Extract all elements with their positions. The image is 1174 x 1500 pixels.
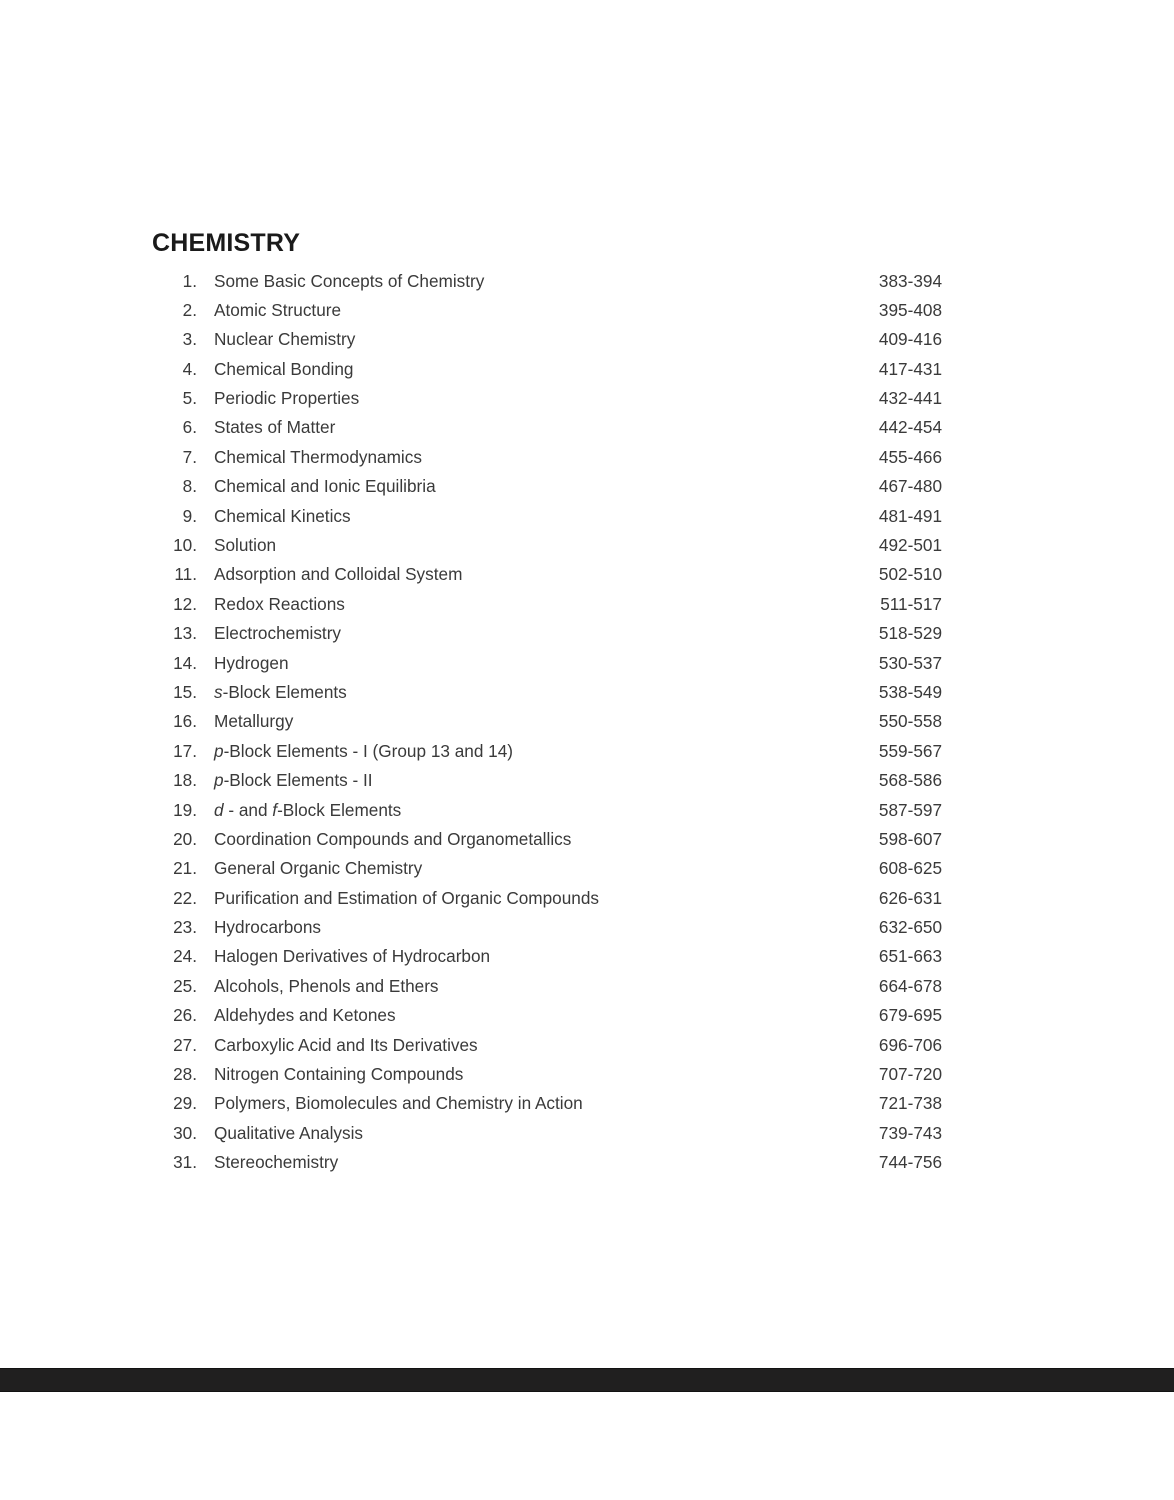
toc-entry-pages: 587-597 xyxy=(878,799,942,820)
toc-entry[interactable] xyxy=(152,825,942,854)
toc-entry[interactable] xyxy=(152,413,942,442)
toc-entry-pages: 744-756 xyxy=(878,1152,942,1173)
toc-entry[interactable] xyxy=(152,502,942,531)
toc-entry-pages: 502-510 xyxy=(878,564,942,585)
toc-entry-title: Chemical Bonding xyxy=(214,358,354,379)
toc-entry-title: States of Matter xyxy=(214,417,336,438)
toc-entry-title: Stereochemistry xyxy=(214,1152,339,1173)
toc-entry-pages: 721-738 xyxy=(878,1093,942,1114)
toc-entry-pages: 598-607 xyxy=(878,828,942,849)
toc-entry-title: Chemical and Ionic Equilibria xyxy=(214,476,436,497)
toc-entry[interactable] xyxy=(152,707,942,736)
toc-entry-title: Adsorption and Colloidal System xyxy=(214,564,463,585)
toc-entry-pages: 651-663 xyxy=(878,946,942,967)
toc-entry-title: Chemical Kinetics xyxy=(214,505,351,526)
toc-entry[interactable] xyxy=(152,296,942,325)
toc-entry-number: 24. xyxy=(173,946,197,967)
toc-entry-pages: 626-631 xyxy=(878,887,942,908)
toc-entry-title: Coordination Compounds and Organometallics xyxy=(214,828,572,849)
toc-entry-number: 25. xyxy=(173,975,197,996)
toc-entry[interactable] xyxy=(152,619,942,648)
toc-entry[interactable] xyxy=(152,531,942,560)
toc-entry-pages: 442-454 xyxy=(878,417,942,438)
toc-entry[interactable] xyxy=(152,649,942,678)
toc-entry-title: Halogen Derivatives of Hydrocarbon xyxy=(214,946,491,967)
toc-entry[interactable] xyxy=(152,1119,942,1148)
toc-entry-title: Alcohols, Phenols and Ethers xyxy=(214,975,439,996)
toc-entry-pages: 696-706 xyxy=(878,1034,942,1055)
page-title: CHEMISTRY xyxy=(152,229,301,257)
toc-entry-pages: 559-567 xyxy=(878,740,942,761)
toc-entry-number: 26. xyxy=(173,1005,197,1026)
toc-entry-pages: 409-416 xyxy=(878,329,942,350)
toc-entry-pages: 511-517 xyxy=(880,593,942,614)
toc-entry-pages: 530-537 xyxy=(878,652,942,673)
toc-entry-title: General Organic Chemistry xyxy=(214,858,423,879)
toc-entry-number: 17. xyxy=(173,740,197,761)
toc-entry-title: Chemical Thermodynamics xyxy=(214,446,422,467)
toc-entry-number: 19. xyxy=(173,799,197,820)
toc-entry-number: 27. xyxy=(173,1034,197,1055)
toc-entry-number: 9. xyxy=(182,505,197,526)
toc-entry-pages: 417-431 xyxy=(878,358,942,379)
toc-entry-pages: 492-501 xyxy=(878,535,942,556)
toc-entry-title: s-Block Elements xyxy=(214,681,347,702)
toc-entry-pages: 608-625 xyxy=(878,858,942,879)
toc-entry-pages: 481-491 xyxy=(878,505,942,526)
toc-entry-pages: 383-394 xyxy=(878,270,942,291)
toc-entry-title: p-Block Elements - II xyxy=(214,770,373,791)
toc-entry-pages: 467-480 xyxy=(878,476,942,497)
toc-entry-number: 28. xyxy=(173,1064,197,1085)
toc-entry-number: 16. xyxy=(173,711,197,732)
toc-entry-number: 22. xyxy=(173,887,197,908)
toc-entry-number: 2. xyxy=(182,299,197,320)
toc-entry-number: 4. xyxy=(182,358,197,379)
toc-entry-title: Solution xyxy=(214,535,277,556)
toc-entry-title: Nitrogen Containing Compounds xyxy=(214,1064,464,1085)
toc-entry-number: 30. xyxy=(173,1122,197,1143)
toc-entry[interactable] xyxy=(152,884,942,913)
toc-entry-title: Polymers, Biomolecules and Chemistry in Action xyxy=(214,1093,583,1114)
toc-entry[interactable] xyxy=(152,913,942,942)
toc-entry-title: Carboxylic Acid and Its Derivatives xyxy=(214,1034,478,1055)
toc-entry[interactable] xyxy=(152,443,942,472)
toc-entry[interactable] xyxy=(152,384,942,413)
toc-entry-title: Hydrocarbons xyxy=(214,917,321,938)
toc-entry[interactable] xyxy=(152,972,942,1001)
toc-entry-title: Purification and Estimation of Organic Compounds xyxy=(214,887,600,908)
toc-entry[interactable] xyxy=(152,796,942,825)
toc-entry-title: Hydrogen xyxy=(214,652,289,673)
toc-entry[interactable] xyxy=(152,1089,942,1118)
toc-entry-pages: 664-678 xyxy=(878,975,942,996)
toc-entry-title: Aldehydes and Ketones xyxy=(214,1005,396,1026)
toc-entry-number: 15. xyxy=(173,681,197,702)
toc-entry-number: 1. xyxy=(182,270,197,291)
toc-entry[interactable] xyxy=(152,1031,942,1060)
toc-entry-pages: 538-549 xyxy=(878,681,942,702)
toc-entry-number: 14. xyxy=(173,652,197,673)
toc-entry[interactable] xyxy=(152,472,942,501)
toc-entry[interactable] xyxy=(152,766,942,795)
toc-entry[interactable] xyxy=(152,325,942,354)
toc-entry-number: 6. xyxy=(182,417,197,438)
toc-entry-number: 10. xyxy=(173,535,197,556)
toc-entry-number: 21. xyxy=(173,858,197,879)
toc-entry-number: 11. xyxy=(174,564,197,585)
toc-entry-pages: 550-558 xyxy=(878,711,942,732)
toc-entry-title: Atomic Structure xyxy=(214,299,342,320)
toc-entry-pages: 632-650 xyxy=(878,917,942,938)
toc-entry-pages: 568-586 xyxy=(878,770,942,791)
toc-entry-pages: 518-529 xyxy=(878,623,942,644)
toc-entry-title: Qualitative Analysis xyxy=(214,1122,364,1143)
toc-entry-number: 13. xyxy=(173,623,197,644)
toc-entry-title: Metallurgy xyxy=(214,711,294,732)
toc-entry-title: Redox Reactions xyxy=(214,593,345,614)
toc-entry-title: Some Basic Concepts of Chemistry xyxy=(214,270,485,291)
toc-entry-number: 18. xyxy=(173,770,197,791)
toc-entry-title: Electrochemistry xyxy=(214,623,342,644)
toc-entry-pages: 395-408 xyxy=(878,299,942,320)
toc-entry-number: 8. xyxy=(182,476,197,497)
toc-entry[interactable] xyxy=(152,560,942,589)
toc-entry-number: 23. xyxy=(173,917,197,938)
toc-entry-title: Periodic Properties xyxy=(214,388,360,409)
toc-entry-pages: 432-441 xyxy=(878,388,942,409)
toc-entry-pages: 679-695 xyxy=(878,1005,942,1026)
toc-entry[interactable] xyxy=(152,590,942,619)
toc-entry-number: 31. xyxy=(173,1152,197,1173)
toc-entry-pages: 739-743 xyxy=(878,1122,942,1143)
toc-entry[interactable] xyxy=(152,678,942,707)
footer-bar xyxy=(0,1368,1174,1392)
toc-entry[interactable] xyxy=(152,1001,942,1030)
toc-entry-title: p-Block Elements - I (Group 13 and 14) xyxy=(214,740,514,761)
toc-entry-number: 29. xyxy=(173,1093,197,1114)
contents-list xyxy=(152,267,942,1178)
toc-entry[interactable] xyxy=(152,267,942,296)
toc-entry[interactable] xyxy=(152,737,942,766)
table-of-contents xyxy=(152,230,942,1178)
toc-entry-number: 7. xyxy=(182,446,197,467)
toc-entry[interactable] xyxy=(152,854,942,883)
toc-entry[interactable] xyxy=(152,1148,942,1177)
toc-entry[interactable] xyxy=(152,1060,942,1089)
toc-entry-pages: 455-466 xyxy=(878,446,942,467)
toc-entry-number: 12. xyxy=(173,593,197,614)
toc-entry[interactable] xyxy=(152,942,942,971)
toc-entry-number: 3. xyxy=(182,329,197,350)
toc-entry[interactable] xyxy=(152,355,942,384)
toc-entry-title: Nuclear Chemistry xyxy=(214,329,356,350)
toc-entry-number: 5. xyxy=(182,388,197,409)
toc-entry-title: d - and f-Block Elements xyxy=(214,799,402,820)
toc-entry-pages: 707-720 xyxy=(878,1064,942,1085)
toc-entry-number: 20. xyxy=(173,828,197,849)
